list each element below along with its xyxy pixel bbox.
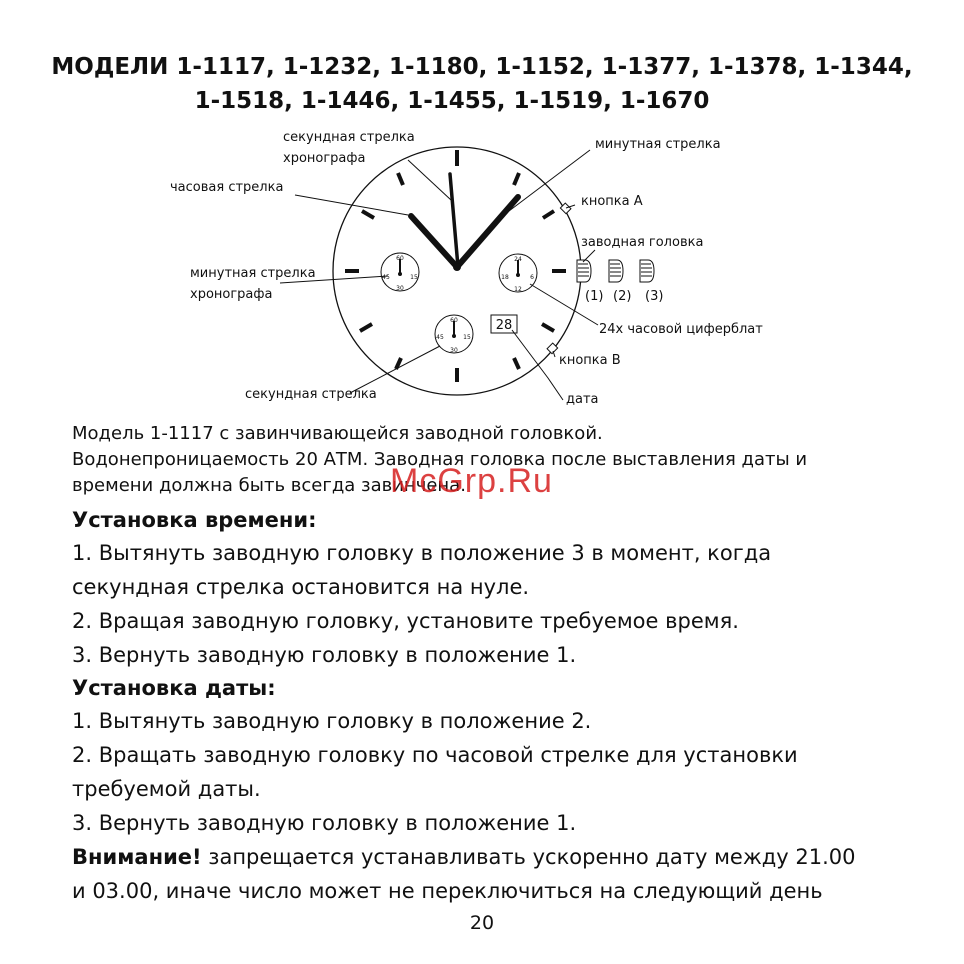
crown-pos-3-label: (3) xyxy=(645,289,664,304)
crown-pos-2-label: (2) xyxy=(613,289,632,304)
subdial-right xyxy=(499,254,537,293)
label-button-a: кнопка А xyxy=(581,194,643,209)
watch-diagram xyxy=(0,0,964,420)
crown-position-2 xyxy=(609,260,623,282)
date-window xyxy=(491,315,517,333)
label-chrono-second-hand-2: хронографа xyxy=(283,151,366,166)
label-crown: заводная головка xyxy=(581,235,704,250)
crown-icons xyxy=(577,260,654,282)
label-24h-dial: 24х часовой циферблат xyxy=(599,322,763,337)
subdial-bottom-bottom: 30 xyxy=(450,347,458,354)
time-setting-heading: Установка времени: xyxy=(72,508,317,532)
warning-line-1 xyxy=(72,840,932,874)
date-step-2b: требуемой даты. xyxy=(72,777,261,801)
subdial-left-left: 45 xyxy=(382,274,390,281)
page-number: 20 xyxy=(469,912,495,934)
subdial-bottom-left: 45 xyxy=(436,334,444,341)
time-step-1b: секундная стрелка остановится на нуле. xyxy=(72,575,530,599)
subdial-bottom xyxy=(435,315,473,354)
date-setting-heading: Установка даты: xyxy=(72,676,276,700)
label-date: дата xyxy=(566,392,599,407)
crown-position-3 xyxy=(640,260,654,282)
marker-8 xyxy=(360,324,372,331)
label-button-b: кнопка В xyxy=(559,353,621,368)
models-line-1: МОДЕЛИ 1-1117, 1-1232, 1-1180, 1-1152, 1-1377, 1-1378, 1-1344, xyxy=(51,54,913,80)
marker-1 xyxy=(514,173,519,185)
subdial-left xyxy=(381,253,419,292)
marker-11 xyxy=(398,173,403,185)
subdial-left-top: 60 xyxy=(396,255,404,262)
subdial-left-bottom: 30 xyxy=(396,285,404,292)
subdial-bottom-right: 15 xyxy=(463,334,471,341)
label-second-hand: секундная стрелка xyxy=(245,387,377,402)
hour-hand xyxy=(411,216,457,267)
subdial-right-top: 24 xyxy=(514,256,522,263)
subdial-right-bottom: 12 xyxy=(514,286,522,293)
warning-text-2: и 03.00, иначе число может не переключиться на следующий день xyxy=(72,879,823,903)
chrono-second-hand xyxy=(450,174,458,267)
marker-4 xyxy=(542,324,554,331)
warning-label: Внимание! xyxy=(72,845,202,869)
label-chrono-second-hand-1: секундная стрелка xyxy=(283,130,415,145)
crown-pos-1-label: (1) xyxy=(585,289,604,304)
marker-2 xyxy=(543,211,554,218)
subdial-right-left: 18 xyxy=(501,274,509,281)
marker-5 xyxy=(514,358,519,369)
models-line-2: 1-1518, 1-1446, 1-1455, 1-1519, 1-1670 xyxy=(194,88,710,114)
marker-10 xyxy=(362,211,374,218)
subdial-left-right: 15 xyxy=(410,274,418,281)
warning-text-1: запрещается устанавливать ускоренно дату между 21.00 xyxy=(201,845,856,869)
intro-line-3: времени должна быть всегда завинчена. xyxy=(72,475,466,496)
instructions xyxy=(72,504,932,908)
time-step-1a: 1. Вытянуть заводную головку в положение 3 в момент, когда xyxy=(72,541,772,565)
subdial-bottom-top: 60 xyxy=(450,317,458,324)
intro-line-2: Водонепроницаемость 20 АТМ. Заводная головка после выставления даты и xyxy=(72,449,808,470)
crown-position-1 xyxy=(577,260,591,282)
intro-line-1: Модель 1-1117 с завинчивающейся заводной головкой. xyxy=(72,423,603,444)
date-step-2a: 2. Вращать заводную головку по часовой стрелке для установки xyxy=(72,743,798,767)
time-step-3: 3. Вернуть заводную головку в положение 1. xyxy=(72,643,577,667)
time-step-2: 2. Вращая заводную головку, установите требуемое время. xyxy=(72,609,739,633)
date-step-1: 1. Вытянуть заводную головку в положение 2. xyxy=(72,709,592,733)
watermark: McGrp.Ru xyxy=(390,462,553,500)
label-chrono-minute-hand-1: минутная стрелка xyxy=(190,266,316,281)
date-value: 28 xyxy=(495,318,513,333)
date-step-3: 3. Вернуть заводную головку в положение 1. xyxy=(72,811,577,835)
leader-lines xyxy=(280,150,598,400)
subdial-right-right: 6 xyxy=(530,274,534,281)
hands-hub xyxy=(453,263,461,271)
label-minute-hand: минутная стрелка xyxy=(595,137,721,152)
label-hour-hand: часовая стрелка xyxy=(170,180,284,195)
label-chrono-minute-hand-2: хронографа xyxy=(190,287,273,302)
